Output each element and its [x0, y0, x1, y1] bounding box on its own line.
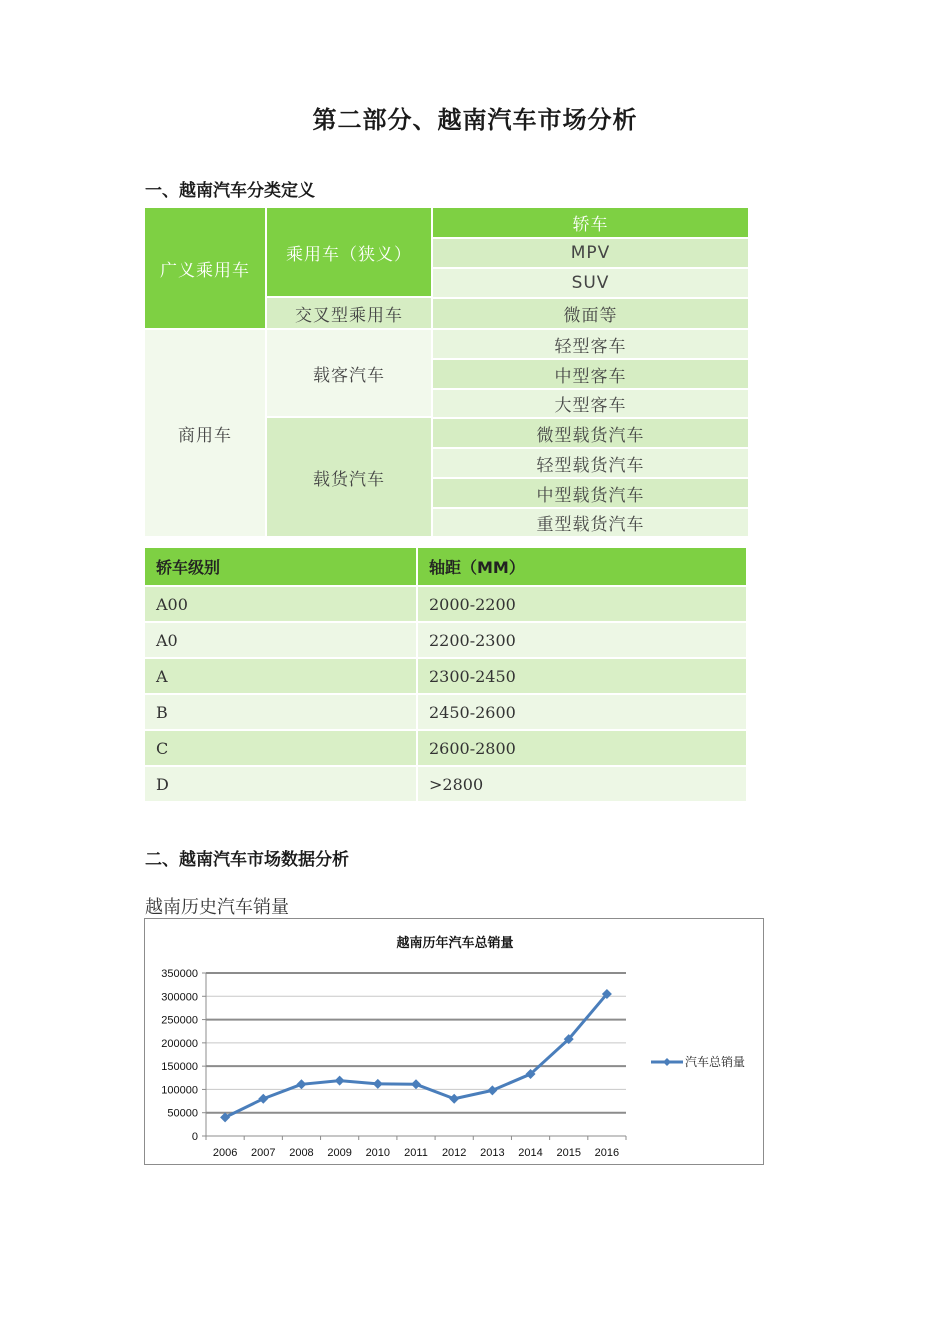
cell-sedan: 轿车 — [433, 208, 748, 237]
cell-mini-truck: 微型载货汽车 — [433, 419, 748, 447]
data-point — [258, 1094, 268, 1104]
legend-marker — [663, 1058, 671, 1066]
y-tick-label: 200000 — [161, 1037, 198, 1050]
class-cell: C — [145, 730, 417, 766]
classification-table — [145, 208, 748, 536]
x-tick-label: 2011 — [404, 1147, 428, 1159]
cell-light-truck: 轻型载货汽车 — [433, 449, 748, 477]
y-tick-label: 250000 — [161, 1014, 198, 1027]
cell-passenger-narrow: 乘用车（狭义） — [267, 208, 431, 296]
y-tick-label: 50000 — [167, 1107, 198, 1120]
y-tick-label: 0 — [191, 1131, 198, 1143]
cell-passenger-broad: 广义乘用车 — [145, 208, 265, 328]
data-point — [335, 1076, 345, 1086]
cell-medium-truck: 中型载货汽车 — [433, 479, 748, 507]
x-tick-label: 2016 — [594, 1147, 620, 1159]
x-tick-label: 2006 — [212, 1147, 238, 1159]
table-row — [145, 694, 747, 730]
x-tick-label: 2013 — [480, 1147, 505, 1159]
class-cell: D — [145, 766, 417, 802]
sedan-class-table — [145, 548, 748, 803]
cell-light-bus: 轻型客车 — [433, 330, 748, 358]
x-tick-label: 2015 — [556, 1147, 581, 1159]
table-header-row — [145, 548, 747, 586]
cell-suv: SUV — [433, 269, 748, 297]
sales-chart — [144, 918, 764, 1165]
chart-title: 越南历年汽车总销量 — [396, 936, 514, 951]
table-row — [145, 586, 747, 622]
cell-mpv: MPV — [433, 239, 748, 267]
class-cell: A — [145, 658, 417, 694]
header-wheelbase: 轴距（MM） — [417, 548, 747, 586]
y-tick-label: 150000 — [161, 1061, 198, 1074]
section-heading-classification: 一、越南汽车分类定义 — [145, 181, 315, 201]
x-tick-label: 2008 — [289, 1147, 314, 1159]
class-cell: A0 — [145, 622, 417, 658]
wheelbase-cell: 2200-2300 — [417, 622, 747, 658]
data-point — [296, 1079, 306, 1089]
data-point — [411, 1079, 421, 1089]
sales-chart-svg — [145, 919, 763, 1164]
table-row — [145, 766, 747, 802]
cell-truck: 载货汽车 — [267, 418, 431, 536]
x-tick-label: 2014 — [518, 1147, 543, 1159]
data-point — [373, 1079, 383, 1089]
wheelbase-cell: >2800 — [417, 766, 747, 802]
page-title: 第二部分、越南汽车市场分析 — [312, 106, 638, 134]
y-tick-label: 100000 — [161, 1084, 198, 1097]
cell-medium-bus: 中型客车 — [433, 360, 748, 388]
wheelbase-cell: 2450-2600 — [417, 694, 747, 730]
x-tick-label: 2007 — [251, 1147, 276, 1159]
y-tick-label: 350000 — [161, 968, 198, 980]
wheelbase-cell: 2300-2450 — [417, 658, 747, 694]
data-point — [220, 1112, 230, 1122]
chart-caption: 越南历史汽车销量 — [145, 897, 289, 918]
cell-bus: 载客汽车 — [267, 330, 431, 416]
class-cell: B — [145, 694, 417, 730]
wheelbase-cell: 2600-2800 — [417, 730, 747, 766]
wheelbase-cell: 2000-2200 — [417, 586, 747, 622]
data-point — [449, 1094, 459, 1104]
class-cell: A00 — [145, 586, 417, 622]
table-row — [145, 622, 747, 658]
x-tick-label: 2010 — [365, 1147, 391, 1159]
table-row — [145, 730, 747, 766]
cell-microvan: 微面等 — [433, 299, 748, 328]
cell-crossover: 交叉型乘用车 — [267, 298, 431, 328]
section-heading-market-data: 二、越南汽车市场数据分析 — [145, 850, 349, 870]
data-point — [487, 1085, 497, 1095]
cell-heavy-truck: 重型载货汽车 — [433, 509, 748, 536]
legend-label: 汽车总销量 — [685, 1055, 746, 1069]
table-row — [145, 658, 747, 694]
cell-commercial: 商用车 — [145, 330, 265, 536]
series-line — [225, 994, 607, 1117]
y-tick-label: 300000 — [161, 991, 198, 1004]
header-class: 轿车级别 — [145, 548, 417, 586]
x-tick-label: 2012 — [441, 1147, 467, 1159]
x-tick-label: 2009 — [327, 1147, 352, 1159]
cell-large-bus: 大型客车 — [433, 390, 748, 417]
